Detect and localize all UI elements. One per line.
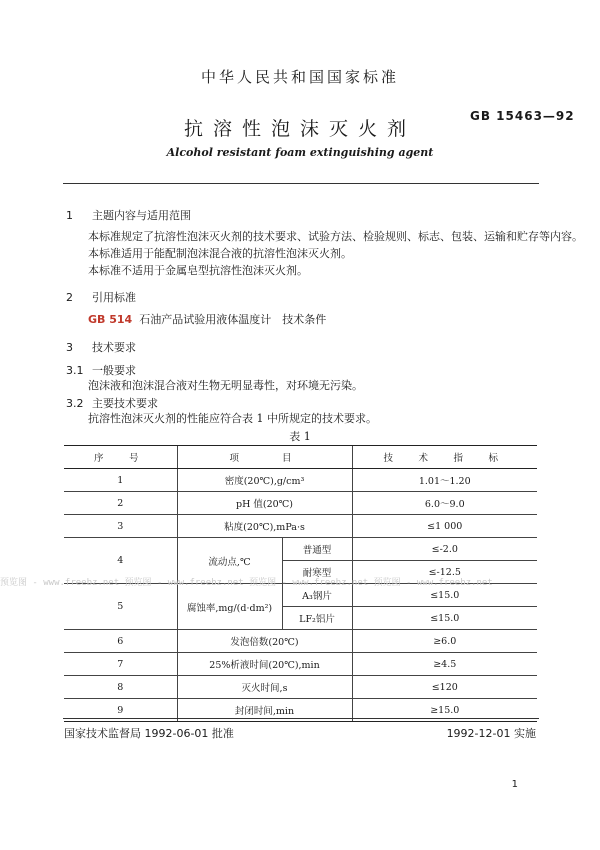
table-row (64, 630, 537, 653)
section-number: 3 (66, 341, 73, 354)
reference-code: GB 514 (88, 313, 133, 326)
reference-title: 石油产品试验用液体温度计 技术条件 (139, 313, 327, 326)
row-value: ≤1 000 (352, 515, 537, 538)
row-sub-label: LF₂铝片 (282, 607, 352, 630)
header-no: 序 号 (64, 446, 177, 469)
table-row (64, 676, 537, 699)
national-standard-header: 中华人民共和国国家标准 (200, 68, 399, 86)
row-no: 7 (64, 653, 177, 676)
row-value: ≤15.0 (352, 584, 537, 607)
section-title: 技术要求 (92, 341, 136, 354)
title-english: Alcohol resistant foam extinguishing agent (166, 146, 434, 159)
table-row (64, 653, 537, 676)
row-no: 9 (64, 699, 177, 722)
approval-date: 国家技术监督局 1992-06-01 批准 (64, 727, 234, 740)
row-no: 2 (64, 492, 177, 515)
table-row (64, 469, 537, 492)
section-3-2-text: 抗溶性泡沫灭火剂的性能应符合表 1 中所规定的技术要求。 (88, 412, 377, 425)
page-number: 1 (511, 779, 518, 790)
row-item: 腐蚀率,mg/(d·dm²) (177, 584, 282, 630)
row-value: ≥4.5 (352, 653, 537, 676)
table-caption: 表 1 (289, 430, 311, 443)
section-3-heading (66, 339, 136, 355)
row-no: 4 (64, 538, 177, 584)
section-number: 2 (66, 291, 73, 304)
row-value: 1.01～1.20 (352, 469, 537, 492)
row-value: ≥6.0 (352, 630, 537, 653)
row-no: 8 (64, 676, 177, 699)
row-sub-label: A₃钢片 (282, 584, 352, 607)
title-chinese: 抗溶性泡沫灭火剂 (183, 118, 416, 140)
row-item: pH 值(20℃) (177, 492, 352, 515)
section-title: 主要技术要求 (92, 397, 158, 410)
row-no: 1 (64, 469, 177, 492)
section-title: 引用标准 (92, 291, 136, 304)
section-3-2-heading (66, 395, 158, 411)
table-row (64, 538, 537, 561)
footer-rule (63, 718, 539, 719)
section-number: 3.1 (66, 364, 84, 377)
section-title: 主题内容与适用范围 (92, 209, 191, 222)
section-title: 一般要求 (92, 364, 136, 377)
row-value: ≤15.0 (352, 607, 537, 630)
section-1-line-3: 本标准不适用于金属皂型抗溶性泡沫灭火剂。 (88, 264, 308, 277)
effective-date: 1992-12-01 实施 (446, 727, 536, 740)
header-item: 项 目 (177, 446, 352, 469)
section-2-heading (66, 289, 136, 305)
row-item: 密度(20℃),g/cm³ (177, 469, 352, 492)
row-item: 封闭时间,min (177, 699, 352, 722)
standard-code: GB 15463—92 (470, 109, 575, 123)
table-header-row (64, 446, 537, 469)
section-1-line-2: 本标准适用于能配制泡沫混合液的抗溶性泡沫灭火剂。 (88, 247, 352, 260)
row-sub-label: 耐寒型 (282, 561, 352, 584)
row-value: ≤-2.0 (352, 538, 537, 561)
row-sub-label: 普通型 (282, 538, 352, 561)
row-item: 粘度(20℃),mPa·s (177, 515, 352, 538)
section-number: 1 (66, 209, 73, 222)
header-value: 技 术 指 标 (352, 446, 537, 469)
table-row (64, 492, 537, 515)
row-value: ≥15.0 (352, 699, 537, 722)
header-rule (63, 183, 539, 184)
row-item: 发泡倍数(20℃) (177, 630, 352, 653)
row-value: ≤-12.5 (352, 561, 537, 584)
row-item: 流动点,℃ (177, 538, 282, 584)
row-item: 25%析液时间(20℃),min (177, 653, 352, 676)
section-1-line-1: 本标准规定了抗溶性泡沫灭火剂的技术要求、试验方法、检验规则、标志、包装、运输和贮存等内容。 (88, 230, 583, 243)
row-no: 6 (64, 630, 177, 653)
row-item: 灭火时间,s (177, 676, 352, 699)
reference-standard (88, 312, 326, 328)
watermark: 预览图 - www.freebz.net 预览图 - www.freebz.net 预览图 - www.freebz.net 预览图 - www.freebz.net (0, 578, 493, 588)
row-no: 3 (64, 515, 177, 538)
section-3-1-text: 泡沫液和泡沫混合液对生物无明显毒性，对环境无污染。 (88, 379, 363, 392)
row-value: ≤120 (352, 676, 537, 699)
section-number: 3.2 (66, 397, 84, 410)
row-no: 5 (64, 584, 177, 630)
table-row (64, 515, 537, 538)
row-value: 6.0～9.0 (352, 492, 537, 515)
section-3-1-heading (66, 362, 136, 378)
section-1-heading (66, 207, 191, 223)
